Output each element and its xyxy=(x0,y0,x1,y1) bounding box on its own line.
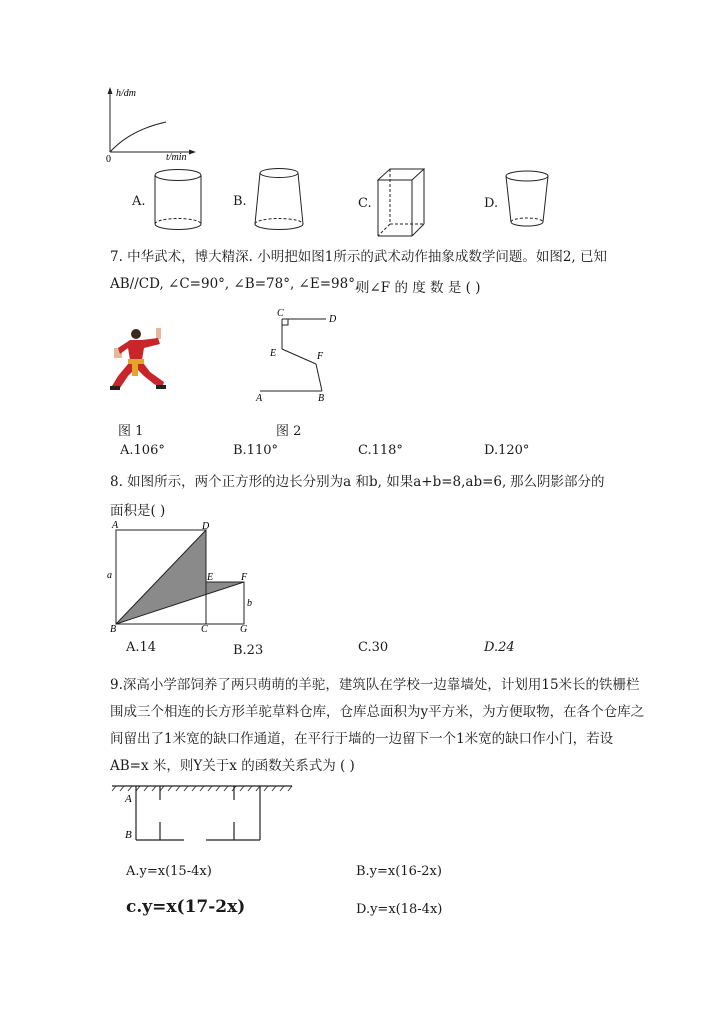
fence-label-b: B xyxy=(125,829,132,841)
square-label-b: B xyxy=(110,624,117,634)
fence-figure xyxy=(110,780,296,846)
fig2-caption: 图 2 xyxy=(276,424,302,439)
square-label-a-point: A xyxy=(112,520,119,531)
fence-label-a: A xyxy=(125,793,132,805)
point-d-label: D xyxy=(329,314,337,325)
q6-option-a: A. xyxy=(132,194,146,209)
point-c-label: C xyxy=(277,308,284,319)
q8-option-b: B.23 xyxy=(233,643,264,658)
cup-figure xyxy=(502,168,552,234)
q7-option-d: D.120° xyxy=(484,443,530,458)
cylinder-figure xyxy=(150,166,210,236)
q8-option-d: D.24 xyxy=(484,640,515,655)
q9-option-d: D.y=x(18-4x) xyxy=(356,902,443,917)
q6-option-b: B. xyxy=(233,194,247,209)
square-label-g: G xyxy=(240,624,248,634)
q7-text-line1: 7. 中华武术，博大精深. 小明把如图1所示的武术动作抽象成数学问题。如图2, 已知 xyxy=(110,249,608,265)
q9-option-c: c.y=x(17-2x) xyxy=(126,897,246,917)
cuboid-figure xyxy=(376,164,432,240)
q8-option-a: A.14 xyxy=(126,640,157,655)
q8-text-line1-right: 那么阴影部分的 xyxy=(510,474,605,490)
square-label-f: F xyxy=(241,572,248,583)
y-axis-label: h/dm xyxy=(116,88,136,99)
q9-option-b: B.y=x(16-2x) xyxy=(356,864,442,879)
q7-text-line2-left: AB//CD, ∠C=90°, ∠B=78°, ∠E=98°, xyxy=(110,276,360,292)
x-axis-label: t/min xyxy=(166,152,187,163)
point-e-label: E xyxy=(270,348,277,359)
point-b-label: B xyxy=(318,393,325,404)
q8-text-line2: 面积是( ) xyxy=(110,503,166,519)
q9-text-line1: 9.深高小学部饲养了两只萌萌的羊驼，建筑队在学校一边靠墙处，计划用15米长的铁栅栏 xyxy=(110,677,640,693)
q9-option-a: A.y=x(15-4x) xyxy=(126,864,212,879)
q9-text-line2: 围成三个相连的长方形羊驼草料仓库，仓库总面积为y平方米，为方便取物，在各个仓库之 xyxy=(110,704,645,720)
squares-figure xyxy=(104,518,264,634)
q7-option-a: A.106° xyxy=(120,443,165,458)
square-label-e: E xyxy=(207,572,214,583)
side-b-label: b xyxy=(247,598,252,609)
q8-option-c: C.30 xyxy=(358,640,389,655)
fig1-caption: 图 1 xyxy=(118,424,144,439)
point-a-label: A xyxy=(256,393,263,404)
q6-option-c: C. xyxy=(358,196,372,211)
graph-h-t xyxy=(100,84,200,164)
origin-label: 0 xyxy=(106,154,111,164)
q8-text-line1-left: 8. 如图所示，两个正方形的边长分别为a 和b, 如果a+b=8,ab=6, xyxy=(110,474,507,490)
q9-text-line4: AB=x 米，则Y关于x 的函数关系式为 ( ) xyxy=(110,758,355,774)
angle-figure xyxy=(250,304,350,404)
martial-artist-figure xyxy=(110,326,168,392)
q7-option-b: B.110° xyxy=(233,443,278,458)
q7-text-line2-right: 则∠F 的 度 数 是 ( ) xyxy=(356,280,481,296)
point-f-label: F xyxy=(317,351,324,362)
square-label-c: C xyxy=(201,624,208,634)
q9-text-line3: 间留出了1米宽的缺口作通道，在平行于墙的一边留下一个1米宽的缺口作小门，若设 xyxy=(110,731,614,747)
frustum-wide-bottom-figure xyxy=(250,164,310,236)
q6-option-d: D. xyxy=(484,196,499,211)
q7-option-c: C.118° xyxy=(358,443,403,458)
square-label-d: D xyxy=(202,521,210,532)
side-a-label: a xyxy=(107,570,112,581)
